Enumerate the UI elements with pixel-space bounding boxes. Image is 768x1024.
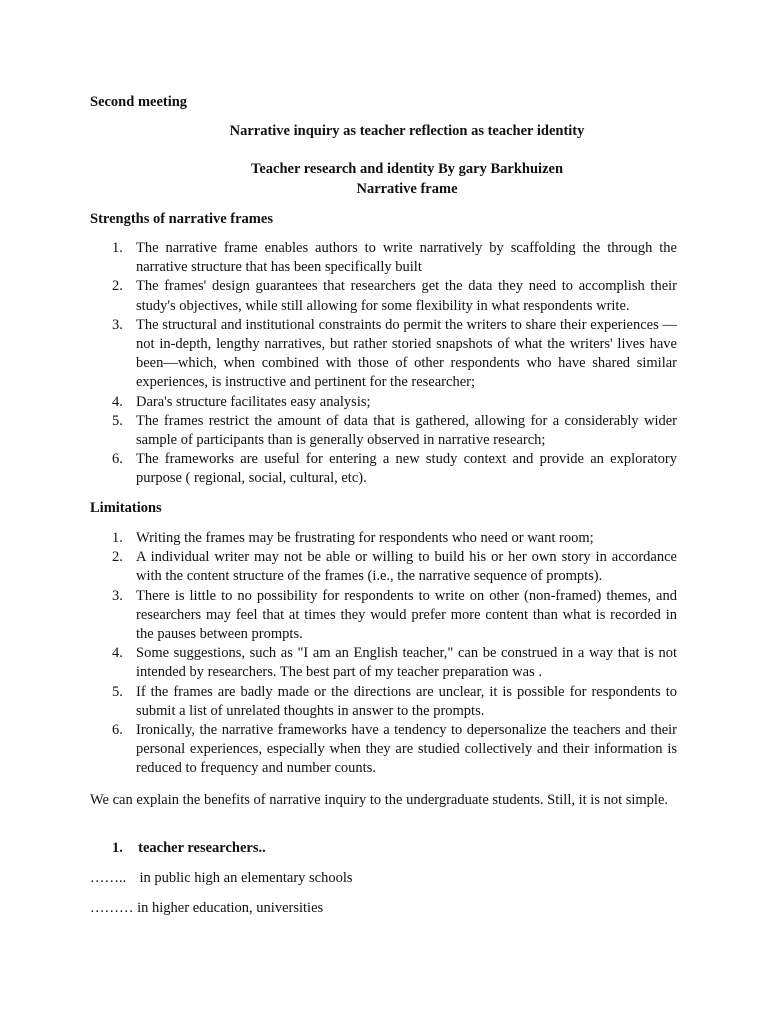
list-text: Some suggestions, such as "I am an English teacher," can be construed in a way that is not intended by researchers. The best part of my teacher preparation was . — [136, 645, 677, 681]
list-item — [90, 529, 677, 548]
list-text: The frames restrict the amount of data that is gathered, allowing for a considerably wider sample of participants than is generally observed in narrative research; — [136, 412, 677, 449]
list-text: The structural and institutional constraints do permit the writers to share their experiences —not in-depth, lengthy narratives, but rather storied snapshots of what the writers' lives have been—which, when combined with those of other respondents who have shared similar experiences, is instructive and pertinent for the researcher; — [136, 316, 677, 391]
list-item — [90, 721, 677, 779]
numbered-heading — [112, 839, 266, 858]
list-number: 5. — [112, 683, 123, 700]
document-subtitle-2: Narrative frame — [356, 181, 458, 197]
list-number: 5. — [112, 412, 123, 429]
list-number: 1. — [112, 240, 123, 256]
list-number: 4. — [112, 393, 123, 410]
list-text: The frames' design guarantees that researchers get the data they need to accomplish their study's objectives, while still allowing for some flexibility in what respondents write. — [136, 278, 677, 314]
strengths-heading: Strengths of narrative frames — [90, 211, 273, 227]
list-number: 4. — [112, 645, 123, 662]
list-item — [90, 393, 677, 412]
list-number: 6. — [112, 722, 123, 739]
list-item — [90, 644, 677, 682]
list-item — [90, 683, 677, 721]
closing-paragraph: We can explain the benefits of narrative inquiry to the undergraduate students. Still, it is not simple. — [90, 792, 669, 808]
list-item — [90, 587, 677, 645]
list-number: 3. — [112, 587, 123, 604]
list-item — [90, 277, 677, 315]
list-item — [90, 548, 677, 586]
list-text: If the frames are badly made or the directions are unclear, it is possible for respondents to submit a list of unrelated thoughts in answer to the prompts. — [136, 683, 677, 719]
meeting-label: Second meeting — [90, 94, 188, 110]
heading-number: 1. — [112, 840, 123, 856]
list-text: The narrative frame enables authors to write narratively by scaffolding the through the narrative structure that has been specifically built — [136, 240, 677, 276]
list-text: Ironically, the narrative frameworks have a tendency to depersonalize the teachers and their personal experiences, especially when they are studied collectively and their information is reduced to frequency and number counts. — [136, 722, 677, 777]
limitations-list — [90, 529, 677, 779]
line-prefix: …….. — [90, 870, 127, 886]
line-text: in public high an elementary schools — [139, 870, 353, 886]
list-text: There is little to no possibility for respondents to write on other (non-framed) themes, and researchers may feel that at times they would prefer more content than what is recorded in the pauses between prompts. — [136, 587, 677, 643]
document-title: Narrative inquiry as teacher reflection as teacher identity — [229, 123, 585, 139]
list-item — [90, 412, 677, 450]
list-number: 6. — [112, 451, 123, 468]
list-text: The frameworks are useful for entering a new study context and provide an exploratory purpose ( regional, social, cultural, etc). — [136, 451, 677, 487]
list-text: Writing the frames may be frustrating for respondents who need or want room; — [136, 530, 594, 546]
list-number: 1. — [112, 530, 123, 546]
list-number: 3. — [112, 316, 123, 333]
heading-text: teacher researchers.. — [138, 840, 266, 856]
list-item — [90, 316, 677, 393]
list-number: 2. — [112, 549, 123, 566]
limitations-heading: Limitations — [90, 500, 162, 516]
school-line — [90, 869, 353, 888]
school-line — [90, 899, 323, 918]
list-number: 2. — [112, 278, 123, 295]
list-text: A individual writer may not be able or willing to build his or her own story in accordance with the content structure of the frames (i.e., the narrative sequence of prompts). — [136, 549, 677, 585]
list-item — [90, 239, 677, 277]
document-subtitle: Teacher research and identity By gary Barkhuizen — [250, 161, 564, 177]
line-prefix: ……… — [90, 900, 134, 916]
list-item — [90, 450, 677, 488]
line-text: in higher education, universities — [137, 900, 324, 916]
strengths-list — [90, 239, 677, 489]
list-text: Dara's structure facilitates easy analysis; — [136, 393, 371, 410]
